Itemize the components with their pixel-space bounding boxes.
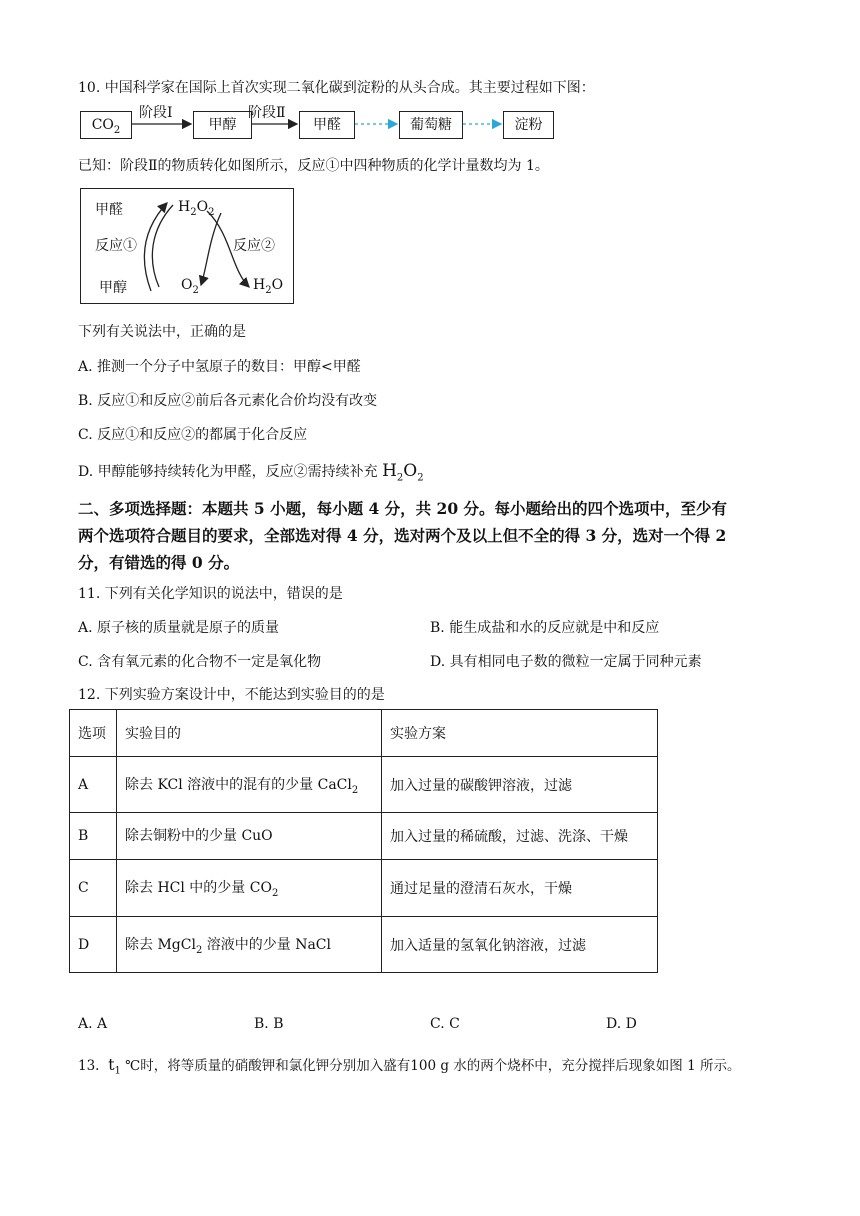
table-cell-purpose: 除去 HCl 中的少量 $CO_2$ xyxy=(117,860,382,917)
table-cell-option: D xyxy=(70,917,117,973)
q10-known: 已知：阶段Ⅱ的物质转化如图所示，反应①中四种物质的化学计量数均为 1。 xyxy=(78,158,549,174)
q11-option-c: C. 含有氧元素的化合物不一定是氧化物 xyxy=(78,654,322,670)
flow-arrows xyxy=(0,0,860,160)
flow-box-starch: 淀粉 xyxy=(503,111,554,139)
table-cell-plan: 加入适量的氢氧化钠溶液，过滤 xyxy=(382,917,658,973)
cycle-arrows xyxy=(81,189,293,303)
q10-stem: 10. 中国科学家在国际上首次实现二氧化碳到淀粉的从头合成。其主要过程如下图： xyxy=(78,80,595,96)
cycle-label-formaldehyde: 甲醛 xyxy=(95,202,123,218)
cycle-label-reaction2: 反应② xyxy=(233,238,275,254)
table-cell-purpose: 除去 KCl 溶液中的混有的少量 CaCl$_2$ xyxy=(117,757,382,813)
q11-option-a: A. 原子核的质量就是原子的质量 xyxy=(78,620,280,636)
flow-box-methanol: 甲醇 xyxy=(193,111,252,139)
q13-stem: 13. $t_1$ ℃时，将等质量的硝酸钾和氯化钾分别加入盛有100 g 水的两个烧杯中，充分搅拌后现象如图 1 所示。 xyxy=(78,1055,741,1077)
q10-option-c: C. 反应①和反应②的都属于化合反应 xyxy=(78,427,308,443)
table-cell-option: B xyxy=(70,813,117,860)
cycle-label-methanol: 甲醇 xyxy=(99,280,127,296)
q12-answer-c: C. C xyxy=(430,1016,460,1032)
table-cell-plan: 通过足量的澄清石灰水，干燥 xyxy=(382,860,658,917)
stage2-cycle-diagram xyxy=(80,188,294,304)
q11-stem: 11. 下列有关化学知识的说法中，错误的是 xyxy=(78,586,343,602)
q11-option-b: B. 能生成盐和水的反应就是中和反应 xyxy=(430,620,660,636)
cycle-arrow-reaction2 xyxy=(207,211,249,287)
q10-option-a: A. 推测一个分子中氢原子的数目：甲醇<甲醛 xyxy=(78,359,361,375)
section2-line1: 二、多项选择题：本题共 5 小题，每小题 4 分，共 20 分。每小题给出的四个选项中，至少有 xyxy=(78,499,728,518)
table-header-cell: 选项 xyxy=(70,710,117,757)
table-row xyxy=(70,813,658,860)
flow-box-co2: $CO_2$ xyxy=(80,111,132,139)
flow-box-formaldehyde: 甲醛 xyxy=(299,111,355,139)
q10-prompt: 下列有关说法中，正确的是 xyxy=(78,324,246,340)
flow-label-stage1: 阶段Ⅰ xyxy=(139,105,173,121)
section2-line3: 分，有错选的得 0 分。 xyxy=(78,553,240,572)
table-header-row xyxy=(70,710,658,757)
table-row xyxy=(70,757,658,813)
q12-answer-a: A. A xyxy=(78,1016,108,1032)
table-cell-plan: 加入过量的稀硫酸，过滤、洗涤、干燥 xyxy=(382,813,658,860)
flow-box-glucose: 葡萄糖 xyxy=(399,111,463,139)
q12-table xyxy=(69,709,658,973)
cycle-label-reaction1: 反应① xyxy=(95,238,137,254)
table-cell-option: A xyxy=(70,757,117,813)
q12-stem: 12. 下列实验方案设计中，不能达到实验目的的是 xyxy=(78,687,385,703)
table-header-cell: 实验目的 xyxy=(117,710,382,757)
table-row xyxy=(70,917,658,973)
q10-option-d: D. 甲醇能够持续转化为甲醛，反应②需持续补充 $H_2O_2$ xyxy=(78,461,424,484)
table-cell-plan: 加入过量的碳酸钾溶液，过滤 xyxy=(382,757,658,813)
table-row xyxy=(70,860,658,917)
q10-option-b: B. 反应①和反应②前后各元素化合价均没有改变 xyxy=(78,393,378,409)
cycle-label-h2o: $H_2O$ xyxy=(253,277,284,296)
table-cell-option: C xyxy=(70,860,117,917)
table-header-cell: 实验方案 xyxy=(382,710,658,757)
q12-answer-d: D. D xyxy=(606,1016,637,1032)
flow-label-stage2: 阶段Ⅱ xyxy=(248,105,286,121)
section2-line2: 两个选项符合题目的要求，全部选对得 4 分，选对两个及以上但不全的得 3 分，选对一个得 2 xyxy=(78,526,727,545)
table-cell-purpose: 除去 MgCl$_2$ 溶液中的少量 NaCl xyxy=(117,917,382,973)
table-cell-purpose: 除去铜粉中的少量 CuO xyxy=(117,813,382,860)
q11-option-d: D. 具有相同电子数的微粒一定属于同种元素 xyxy=(430,654,702,670)
q12-answer-b: B. B xyxy=(254,1016,284,1032)
cycle-label-o2: $O_2$ xyxy=(181,277,199,296)
cycle-label-h2o2: $H_2O_2$ xyxy=(178,199,215,218)
